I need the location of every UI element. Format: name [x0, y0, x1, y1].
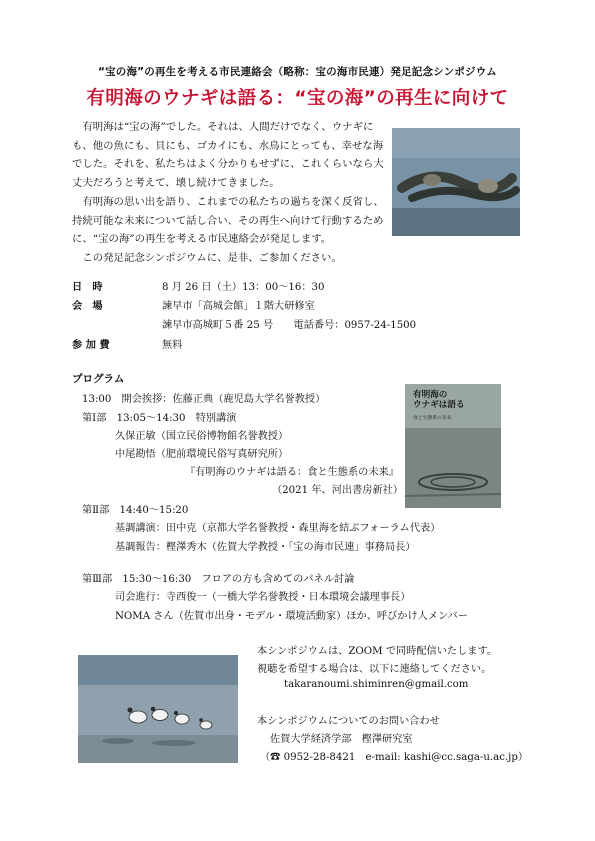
program-line: （2021 年、河出書房新社） [272, 485, 404, 496]
program-line: 司会進行：寺西俊一（一橋大学名誉教授・日本環境会議理事長） [115, 592, 411, 603]
bird-photo [78, 655, 238, 763]
program-line: NOMA さん（佐賀市出身・モデル・環境活動家）ほか、呼びかけ人メンバー [115, 611, 468, 622]
fee-value: 無料 [162, 340, 183, 351]
zoom-instruction: 視聴を希望する場合は、以下に連絡してください。 [257, 664, 492, 675]
book-cover [405, 384, 501, 508]
zoom-notice: 本シンポジウムは、ZOOM で同時配信いたします。 [257, 646, 498, 657]
fee-label: 参 加 費 [72, 340, 110, 351]
program-heading: プログラム [72, 373, 125, 385]
book-title: 有明海の ウナギは語る [413, 390, 465, 410]
venue-label: 会 場 [72, 301, 103, 312]
program-line: 第Ⅰ部 13:05～14:30 特別講演 [82, 413, 237, 424]
intro-paragraph: 有明海の思い出を語り、これまでの私たちの過ちを深く反省し、持続可能な未来について話し合い、その再生へ向けて行動するために、“宝の海”の再生を考える市民連絡会が発足します。 [72, 195, 384, 246]
program-line: 久保正敏（国立民俗博物館名誉教授） [115, 431, 289, 442]
event-subtitle: “宝の海”の再生を考える市民連絡会（略称：宝の海市民連）発足記念シンポジウム [97, 66, 498, 78]
program-line: 第Ⅱ部 14:40～15:20 [82, 505, 189, 516]
intro-paragraph: この発足記念シンポジウムに、是非、ご参加ください。 [82, 251, 342, 264]
page-title: 有明海のウナギは語る：“宝の海”の再生に向けて [86, 88, 509, 109]
program-line: 基調報告：樫澤秀木（佐賀大学教授・「宝の海市民連」事務局長） [115, 542, 416, 553]
bird-photo-graphic [78, 655, 238, 763]
date-value: 8 月 26 日（土）13：00～16：30 [162, 282, 325, 293]
book-subtitle: 食と生態系の未来 [413, 416, 452, 421]
program-line: 『有明海のウナギは語る：食と生態系の未来』 [185, 467, 399, 478]
program-line: 第Ⅲ部 15:30～16:30 フロアの方も含めてのパネル討論 [82, 574, 355, 585]
venue-address: 諫早市高城町５番 25 号 電話番号：0957-24-1500 [162, 320, 417, 331]
program-line: 13:00 開会挨拶：佐藤正典（鹿児島大学名誉教授） [82, 394, 326, 405]
inquiry-contact: （☎ 0952-28-8421 e-mail: kashi@cc.saga-u.ac.jp） [260, 752, 529, 763]
venue-value: 諫早市「高城会館」１階大研修室 [162, 301, 315, 312]
contact-email-link[interactable]: takaranoumi.shiminren@gmail.com [284, 679, 469, 690]
program-line: 中尾勘悟（肥前環境民俗写真研究所） [115, 449, 289, 460]
intro-text [72, 118, 384, 268]
inquiry-heading: 本シンポジウムについてのお問い合わせ [257, 716, 440, 727]
date-label: 日 時 [72, 282, 103, 293]
intro-paragraph: 有明海は“宝の海”でした。それは、人間だけでなく、ウナギにも、他の魚にも、貝にも、ゴカイにも、水鳥にとっても、幸せな海でした。それを、私たちはよく分かりもせずに、これくらいなら大丈夫だろうと考えて、壊し続けてきました。 [72, 121, 384, 190]
program-line: 基調講演：田中克（京都大学名誉教授・森里海を結ぶフォーラム代表） [115, 523, 441, 534]
eel-photo-graphic [392, 128, 520, 236]
inquiry-organization: 佐賀大学経済学部 樫澤研究室 [270, 734, 413, 745]
eel-photo [392, 128, 520, 236]
